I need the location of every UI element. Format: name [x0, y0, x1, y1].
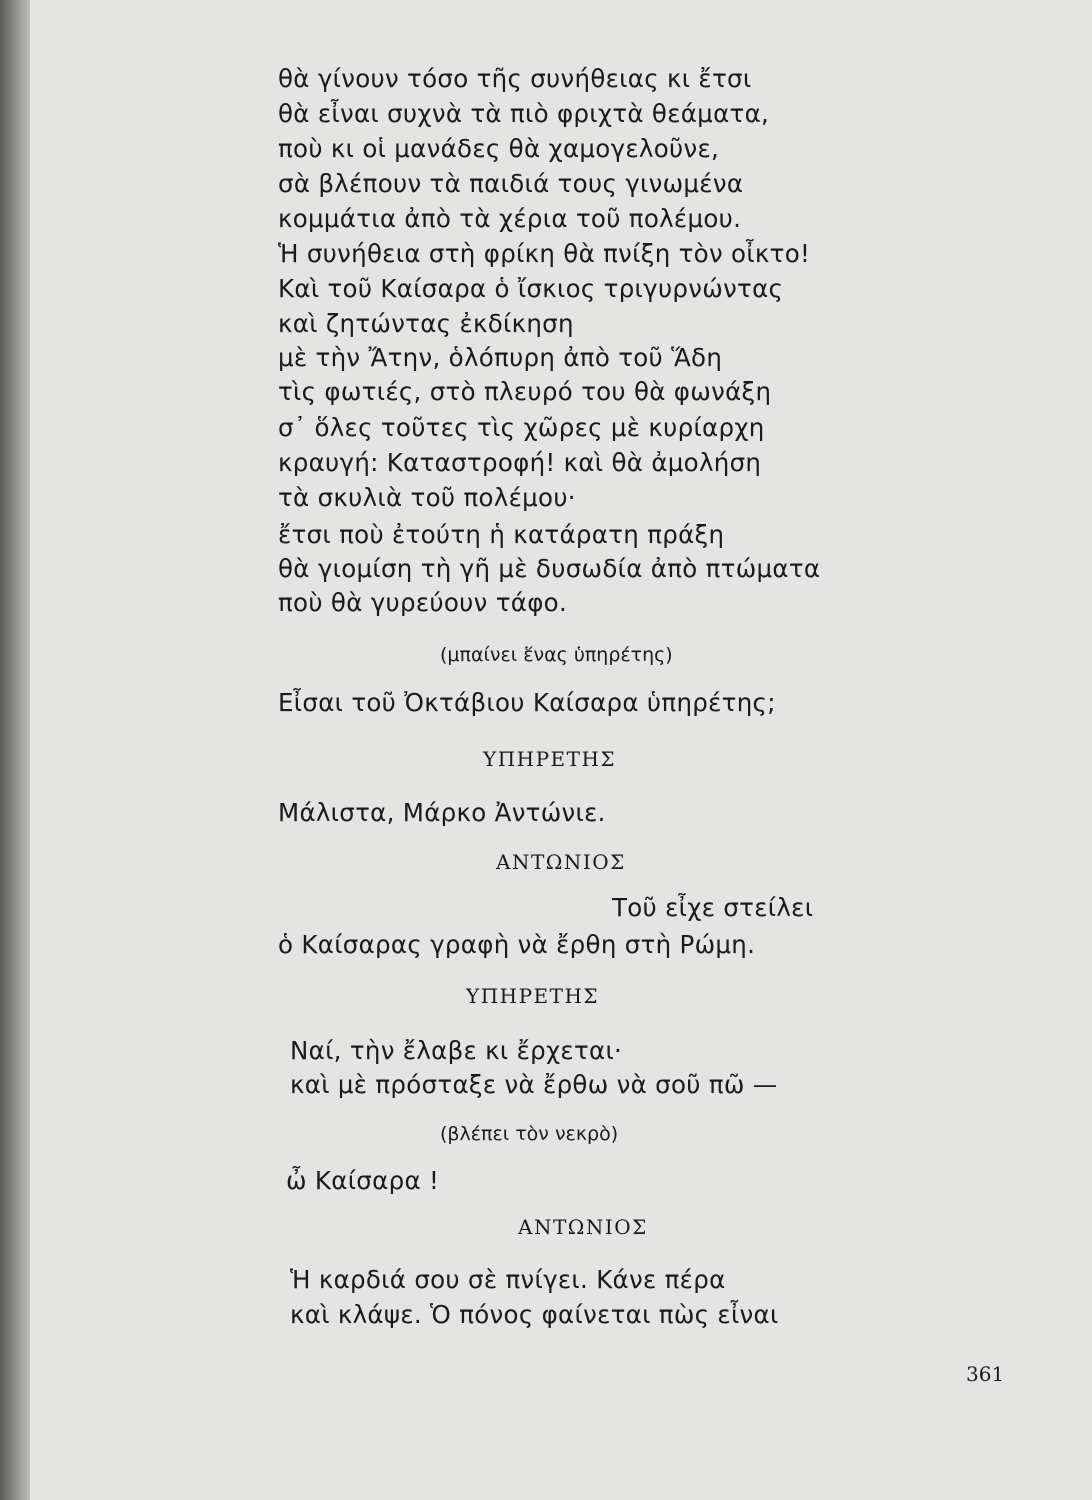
book-page: [30, 0, 1092, 1500]
verse-line: τὰ σκυλιὰ τοῦ πολέμου·: [278, 483, 576, 512]
speaker-name: ΥΠΗΡΕΤΗΣ: [483, 747, 617, 771]
verse-line: ὦ Καίσαρα !: [286, 1166, 440, 1195]
verse-line: Εἶσαι τοῦ Ὀκτάβιου Καίσαρα ὑπηρέτης;: [278, 688, 776, 717]
speaker-name: ΑΝΤΩΝΙΟΣ: [518, 1215, 648, 1239]
verse-line: μὲ τὴν Ἄτην, ὁλόπυρη ἀπὸ τοῦ Ἅδη: [278, 343, 723, 372]
verse-line: τὶς φωτιές, στὸ πλευρό του θὰ φωνάξη: [278, 377, 772, 406]
verse-line: Μάλιστα, Μάρκο Ἀντώνιε.: [278, 798, 606, 827]
speaker-name: ΑΝΤΩΝΙΟΣ: [496, 850, 626, 874]
verse-line: Τοῦ εἶχε στείλει: [612, 893, 814, 922]
verse-line: θὰ γιομίση τὴ γῆ μὲ δυσωδία ἀπὸ πτώματα: [278, 554, 821, 583]
stage-direction: (μπαίνει ἕνας ὑπηρέτης): [440, 644, 673, 666]
speaker-name: ΥΠΗΡΕΤΗΣ: [466, 984, 600, 1008]
verse-line: κομμάτια ἀπὸ τὰ χέρια τοῦ πολέμου.: [278, 204, 742, 233]
verse-line: ποὺ θὰ γυρεύουν τάφο.: [278, 588, 568, 617]
verse-line: σ᾽ ὅλες τοῦτες τὶς χῶρες μὲ κυρίαρχη: [278, 413, 765, 442]
verse-line: καὶ κλάψε. Ὁ πόνος φαίνεται πὼς εἶναι: [290, 1300, 779, 1329]
book-binding-shadow: [0, 0, 30, 1500]
verse-line: ποὺ κι οἱ μανάδες θὰ χαμογελοῦνε,: [278, 134, 720, 163]
verse-line: Ναί, τὴν ἔλαβε κι ἔρχεται·: [290, 1036, 623, 1065]
stage-direction: (βλέπει τὸν νεκρὸ): [440, 1123, 619, 1145]
page-number: 361: [966, 1362, 1005, 1386]
verse-line: ἔτσι ποὺ ἐτούτη ἡ κατάρατη πράξη: [278, 520, 725, 549]
verse-line: ὁ Καίσαρας γραφὴ νὰ ἔρθη στὴ Ρώμη.: [278, 930, 756, 959]
verse-line: θὰ γίνουν τόσο τῆς συνήθειας κι ἔτσι: [278, 64, 752, 93]
verse-line: κραυγή: Καταστροφή! καὶ θὰ ἀμολήση: [278, 448, 762, 477]
verse-line: Ἡ καρδιά σου σὲ πνίγει. Κάνε πέρα: [290, 1265, 726, 1294]
verse-line: καὶ ζητώντας ἐκδίκηση: [278, 309, 574, 338]
verse-line: Ἡ συνήθεια στὴ φρίκη θὰ πνίξη τὸν οἶκτο!: [278, 239, 811, 268]
verse-line: σὰ βλέπουν τὰ παιδιά τους γινωμένα: [278, 169, 744, 198]
verse-line: Καὶ τοῦ Καίσαρα ὁ ἴσκιος τριγυρνώντας: [278, 274, 784, 303]
verse-line: θὰ εἶναι συχνὰ τὰ πιὸ φριχτὰ θεάματα,: [278, 99, 770, 128]
verse-line: καὶ μὲ πρόσταξε νὰ ἔρθω νὰ σοῦ πῶ —: [290, 1070, 778, 1099]
